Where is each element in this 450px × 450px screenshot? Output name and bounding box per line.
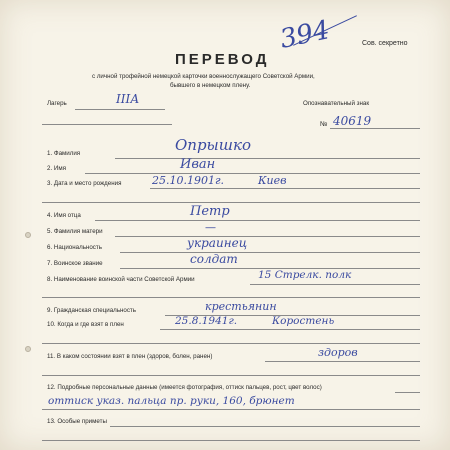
camp-value: IIIА	[116, 92, 140, 106]
field-line	[160, 329, 420, 330]
field-value: солдат	[190, 252, 238, 266]
field-line	[110, 426, 420, 427]
field-line	[42, 440, 420, 441]
field-label: 8. Наименование воинской части Советской Армии	[47, 276, 195, 283]
field-line	[150, 188, 420, 189]
tag-line	[330, 128, 420, 129]
tag-value: 40619	[333, 114, 372, 128]
field-value: 25.10.1901г.	[152, 174, 225, 187]
field-label: 3. Дата и место рождения	[47, 180, 122, 187]
field-value: украинец	[187, 236, 248, 250]
field-label: 6. Национальность	[47, 244, 102, 251]
field-line	[120, 252, 420, 253]
field-value-2: Коростень	[272, 315, 335, 327]
field-label: 10. Когда и где взят в плен	[47, 321, 124, 328]
field-value: 15 Стрелк. полк	[258, 269, 352, 281]
field-line	[115, 158, 420, 159]
camp-label: Лагерь	[47, 100, 67, 107]
punch-hole	[25, 346, 31, 352]
field-value: 25.8.1941г.	[175, 315, 238, 327]
field-label: 2. Имя	[47, 165, 66, 172]
field-line	[250, 284, 420, 285]
tag-label: Опознавательный знак	[303, 100, 370, 107]
field-value: Опрышко	[175, 136, 251, 154]
field-label: 13. Особые приметы	[47, 418, 107, 425]
page-title: ПЕРЕВОД	[175, 51, 270, 68]
camp-line-2	[42, 124, 172, 125]
field-line	[115, 236, 420, 237]
field-value-2: Киев	[258, 174, 287, 187]
field-label: 11. В каком состоянии взят в плен (здоров, болен, ранен)	[47, 353, 213, 360]
field-value: Иван	[180, 157, 216, 172]
field-value: крестьянин	[205, 300, 277, 313]
field-line	[265, 361, 420, 362]
field-label: 7. Воинское звание	[47, 260, 103, 267]
field-line	[42, 409, 420, 410]
field-line	[95, 220, 420, 221]
subtitle-line-1: с личной трофейной немецкой карточки военнослужащего Советской Армии,	[92, 73, 315, 80]
tag-number-sign: №	[320, 121, 328, 128]
handwritten-case-number: 394	[277, 15, 333, 55]
field-value: —	[205, 221, 216, 234]
field-value: здоров	[318, 346, 358, 359]
field-label: 12. Подробные персональные данные (имеется фотография, оттиск пальцев, рост, цвет волос)	[47, 384, 322, 391]
field-label: 5. Фамилия матери	[47, 228, 103, 235]
secret-stamp: Сов. секретно	[362, 40, 408, 47]
field-label: 1. Фамилия	[47, 150, 81, 157]
field-value: оттиск указ. пальца пр. руки, 160, брюнет	[48, 395, 295, 407]
field-line	[85, 173, 420, 174]
field-line	[42, 297, 420, 298]
field-value: Петр	[190, 204, 230, 219]
field-line	[42, 375, 420, 376]
field-label: 4. Имя отца	[47, 212, 81, 219]
field-line	[42, 202, 420, 203]
field-line	[42, 343, 420, 344]
subtitle-line-2: бывшего в немецком плену.	[170, 82, 251, 89]
punch-hole	[25, 232, 31, 238]
camp-line	[75, 109, 165, 110]
field-label: 9. Гражданская специальность	[47, 307, 136, 314]
field-line	[395, 392, 420, 393]
